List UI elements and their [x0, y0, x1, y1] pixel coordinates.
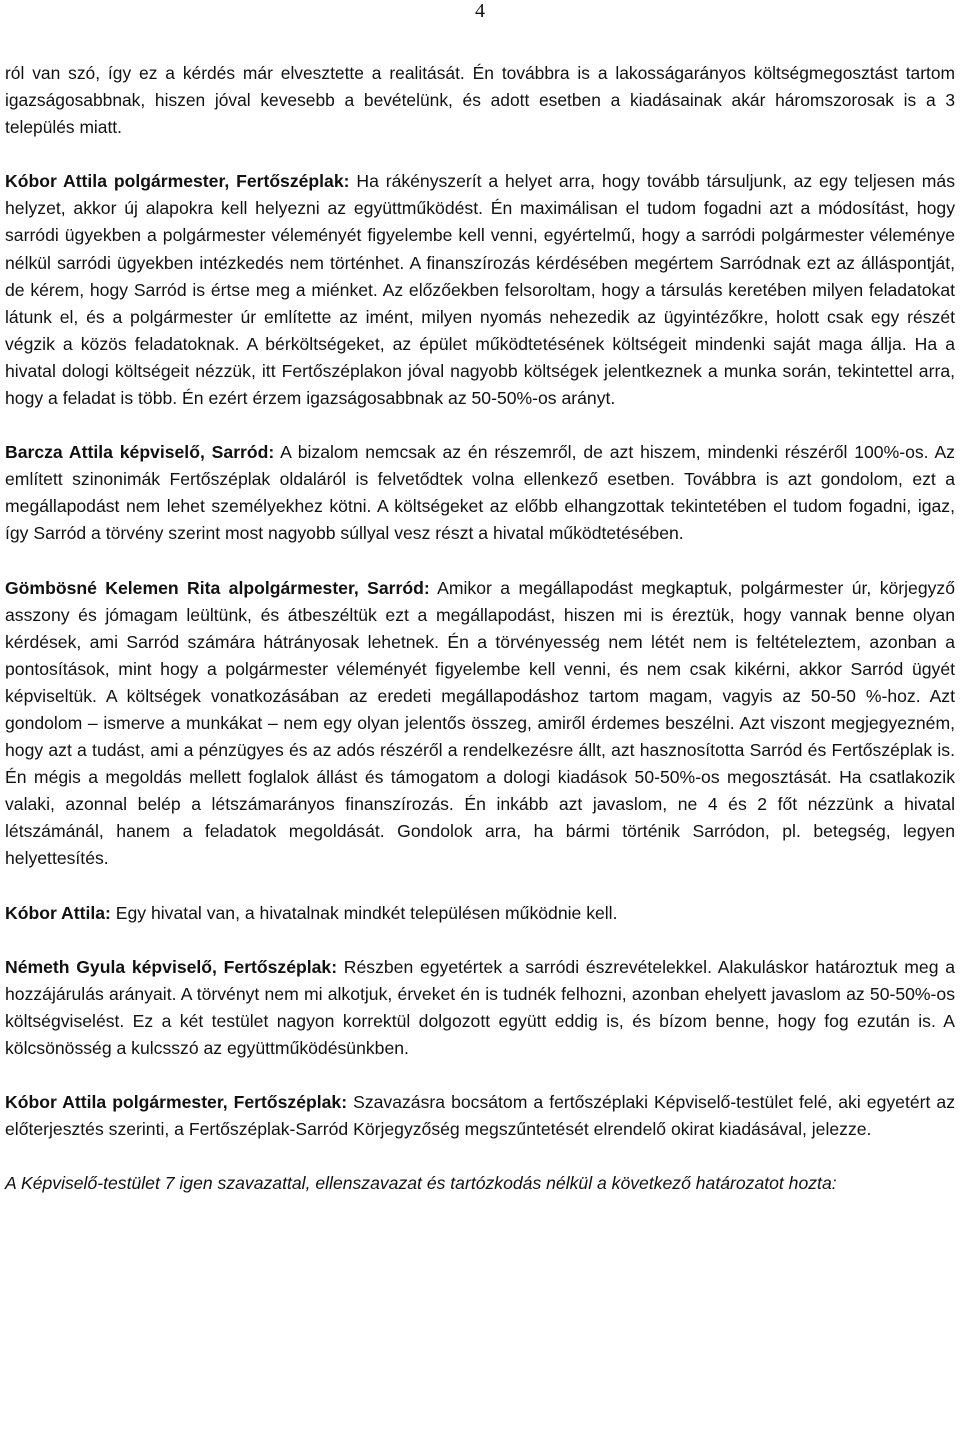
page-number: 4 [475, 0, 485, 22]
speaker-name: Kóbor Attila polgármester, Fertőszéplak: [5, 171, 350, 192]
paragraph-continuation [5, 60, 955, 141]
paragraph-text: Részben egyetértek a sarródi észrevételekkel. Alakuláskor határoztuk meg a hozzájárulás arányait. A törvényt nem mi alkotjuk, érveket én is tudnék felhozni, azonban ehelyett javaslom az 50-50%-os költségviselést. Ez a két testület nagyon korrektül dolgozott együtt eddig is, és bízom benne, hogy fog ezután is. A kölcsönösség a kulcsszó az együttműködésünkben. [5, 956, 955, 1058]
paragraph-kobor-attila-3 [5, 1089, 955, 1143]
paragraph-kobor-attila-2 [5, 900, 955, 927]
paragraph-text: Amikor a megállapodást megkaptuk, polgármester úr, körjegyző asszony és jómagam leültünk, és átbeszéltük ezt a megállapodást, hiszen mi is éreztük, hogy vannak benne olyan kérdések, ami Sarród számára hátrányosak lehetnek. Én a törvényesség nem létét nem is feltételeztem, azonban a pontosítások, mint hogy a polgármester véleményét figyelembe kell venni, és nem csak kikérni, akkor Sarród ügyét képviseltük. A költségek vonatkozásában az eredeti megállapodáshoz tartom magam, vagyis az 50-50 %-hoz. Azt gondolom – ismerve a munkákat – nem egy olyan jelentős összeg, amiről érdemes beszélni. Azt viszont megjegyezném, hogy azt a tudást, ami a pénzügyes és az adós részéről a rendelkezésre állt, azt hasznosította Sarród és Fertőszéplak is. Én mégis a megoldás mellett foglalok állást és támogatom a dologi kiadások 50-50%-os megosztását. Ha csatlakozik valaki, azonnal belép a létszámarányos finanszírozás. Én inkább azt javaslom, ne 4 és 2 főt nézzünk a hivatal létszámánál, hanem a feladatok megoldását. Gondolok arra, ha bármi történik Sarródon, pl. betegség, legyen helyettesítés. [5, 577, 955, 869]
paragraph-text: Ha rákényszerít a helyet arra, hogy tovább társuljunk, az egy teljesen más helyzet, akkor új alapokra kell helyezni az együttműködést. Én maximálisan el tudom fogadni azt a módosítást, hogy sarródi ügyekben a polgármester véleményét figyelembe kell venni, egyértelmű, hogy a sarródi polgármester véleménye nélkül sarródi ügyekben intézkedés nem történhet. A finanszírozás kérdésében megértem Sarródnak ezt az álláspontját, de kérem, hogy Sarród is értse meg a miénket. Az előzőekben felsoroltam, hogy a társulás keretében milyen feladatokat látunk el, és a polgármester úr említette az imént, milyen nyomás nehezedik az ügyintézőkre, holott csak egy részét végzik a közös feladatoknak. A bérköltségeket, az épület működtetésének költségeit mindenki saját maga állja. Ha a hivatal dologi költségeit nézzük, itt Fertőszéplakon jóval nagyobb költségek jelentkeznek a munka során, tekintettel arra, hogy a feladat is több. Én ezért érzem igazságosabbnak az 50-50%-os arányt. [5, 171, 955, 409]
speaker-name: Németh Gyula képviselő, Fertőszéplak: [5, 956, 338, 977]
paragraph-kobor-attila-1 [5, 168, 955, 412]
speaker-name: Kóbor Attila: [5, 902, 111, 923]
paragraph-text: A bizalom nemcsak az én részemről, de azt hiszem, mindenki részéről 100%-os. Az említett szinonimák Fertőszéplak oldaláról is felvetődtek volna ellenkező esetben. Továbbra is azt gondolom, ezt a megállapodást nem lehet személyekhez kötni. A költségeket az előbb elhangzottak tekintetében el tudom fogadni, igaz, így Sarród a törvény szerint most nagyobb súllyal vesz részt a hivatal működtetésében. [5, 442, 955, 544]
speaker-name: Gömbösné Kelemen Rita alpolgármester, Sarród: [5, 577, 430, 598]
paragraph-text: ról van szó, így ez a kérdés már elvesztette a realitását. Én továbbra is a lakosságarányos költségmegosztást tartom igazságosabbnak, hiszen jóval kevesebb a bevételünk, és adott esetben a kiadásainak akár háromszorosak is a 3 település miatt. [5, 63, 955, 138]
paragraph-nemeth-gyula [5, 954, 955, 1062]
speaker-name: Kóbor Attila polgármester, Fertőszéplak: [5, 1092, 348, 1112]
paragraph-text: Szavazásra bocsátom a fertőszéplaki Képviselő-testület felé, aki egyetért az előterjesztés szerinti, a Fertőszéplak-Sarród Körjegyzőség megszűntetését elrendelő okirat kiadásával, jelezze. [5, 1092, 955, 1140]
speaker-name: Barcza Attila képviselő, Sarród: [5, 442, 275, 463]
document-body [5, 60, 955, 1224]
paragraph-gombosne-kelemen-rita [5, 575, 955, 873]
paragraph-barcza-attila [5, 439, 955, 547]
paragraph-text: Egy hivatal van, a hivatalnak mindkét településen működnie kell. [110, 902, 618, 923]
decision-statement: A Képviselő-testület 7 igen szavazattal, ellenszavazat és tartózkodás nélkül a következő határozatot hozta: [5, 1173, 837, 1194]
